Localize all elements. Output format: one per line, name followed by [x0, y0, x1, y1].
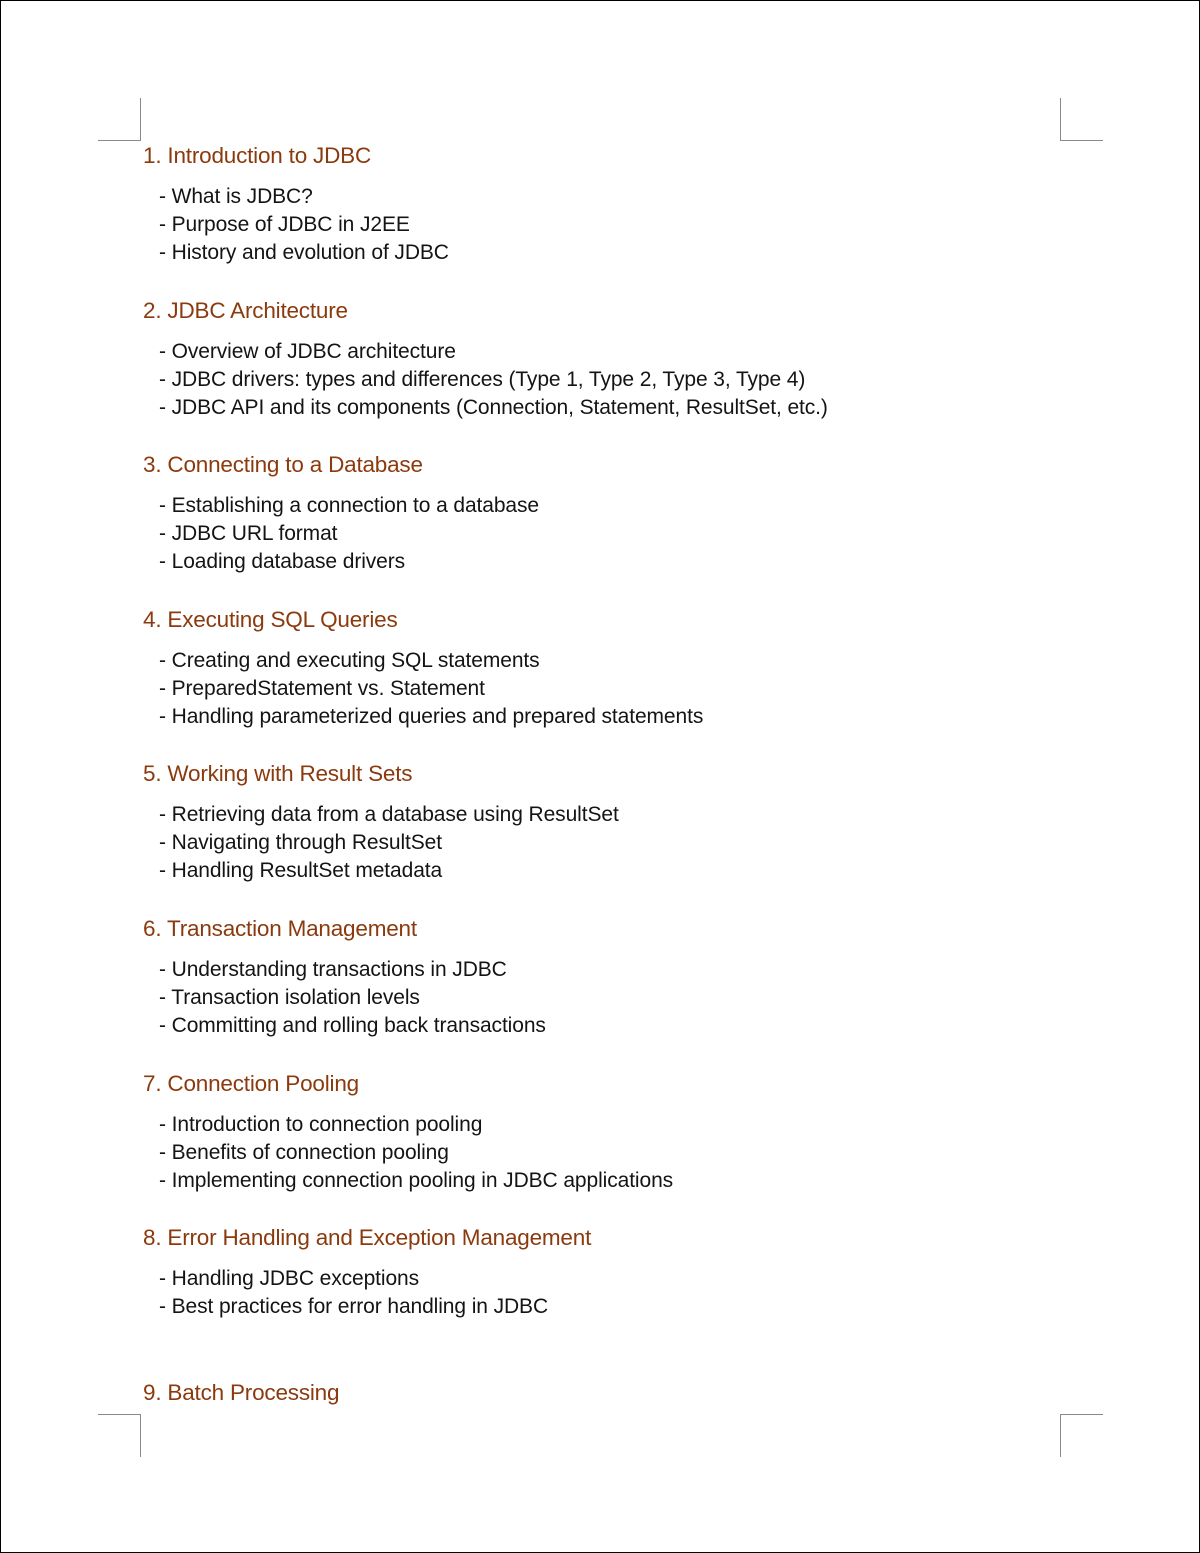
section-heading: 2. JDBC Architecture: [143, 297, 348, 323]
section-heading: 6. Transaction Management: [143, 915, 417, 941]
section-item-list: [159, 801, 619, 885]
section-heading: 3. Connecting to a Database: [143, 452, 423, 478]
section-item-list: [159, 956, 546, 1040]
section-jdbc-architecture: [143, 294, 1043, 449]
list-item: - JDBC URL format: [159, 522, 338, 546]
section-connecting-to-a-database: [143, 448, 1043, 603]
list-item: - Introduction to connection pooling: [159, 1112, 483, 1136]
section-introduction-to-jdbc: [143, 139, 1043, 294]
list-item: - Loading database drivers: [159, 550, 406, 574]
document-content: [143, 139, 1043, 1530]
section-batch-processing: [143, 1376, 1043, 1531]
section-working-with-result-sets: [143, 757, 1043, 912]
section-item-list: [159, 338, 828, 422]
list-item: - Creating and executing SQL statements: [159, 648, 540, 672]
crop-mark-bottom-left: [98, 1414, 141, 1457]
section-item-list: [159, 647, 703, 731]
section-connection-pooling: [143, 1067, 1043, 1222]
list-item: - Overview of JDBC architecture: [159, 339, 456, 363]
section-item-list: [159, 1265, 548, 1321]
section-heading: 7. Connection Pooling: [143, 1070, 359, 1096]
section-item-list: [159, 1111, 673, 1195]
list-item: - Benefits of connection pooling: [159, 1140, 449, 1164]
crop-mark-top-left: [98, 98, 141, 141]
section-item-list: [159, 183, 449, 267]
list-item: - Purpose of JDBC in J2EE: [159, 213, 410, 236]
list-item: - Navigating through ResultSet: [159, 831, 442, 855]
section-transaction-management: [143, 912, 1043, 1067]
list-item: - Understanding transactions in JDBC: [159, 957, 507, 981]
list-item: - Handling parameterized queries and prepared statements: [159, 704, 704, 728]
section-heading: 8. Error Handling and Exception Management: [143, 1225, 592, 1251]
section-item-list: [159, 492, 539, 576]
list-item: - JDBC drivers: types and differences (Type 1, Type 2, Type 3, Type 4): [159, 367, 806, 391]
list-item: - Handling JDBC exceptions: [159, 1267, 420, 1291]
list-item: - PreparedStatement vs. Statement: [159, 676, 485, 700]
section-error-handling: [143, 1221, 1043, 1376]
list-item: - Retrieving data from a database using ResultSet: [159, 803, 619, 827]
list-item: - History and evolution of JDBC: [159, 241, 449, 264]
list-item: - Best practices for error handling in JDBC: [159, 1295, 549, 1319]
section-heading: 1. Introduction to JDBC: [143, 143, 372, 168]
list-item: - What is JDBC?: [159, 185, 313, 208]
section-heading: 5. Working with Result Sets: [143, 761, 413, 787]
section-heading: 4. Executing SQL Queries: [143, 606, 398, 632]
section-heading: 9. Batch Processing: [143, 1379, 340, 1405]
list-item: - Implementing connection pooling in JDBC applications: [159, 1168, 674, 1192]
crop-mark-top-right: [1060, 98, 1103, 141]
list-item: - Establishing a connection to a database: [159, 494, 539, 518]
list-item: - Handling ResultSet metadata: [159, 859, 443, 883]
crop-mark-bottom-right: [1060, 1414, 1103, 1457]
list-item: - JDBC API and its components (Connection, Statement, ResultSet, etc.): [159, 395, 828, 419]
list-item: - Transaction isolation levels: [159, 985, 420, 1009]
list-item: - Committing and rolling back transactions: [159, 1013, 546, 1037]
section-executing-sql-queries: [143, 603, 1043, 758]
